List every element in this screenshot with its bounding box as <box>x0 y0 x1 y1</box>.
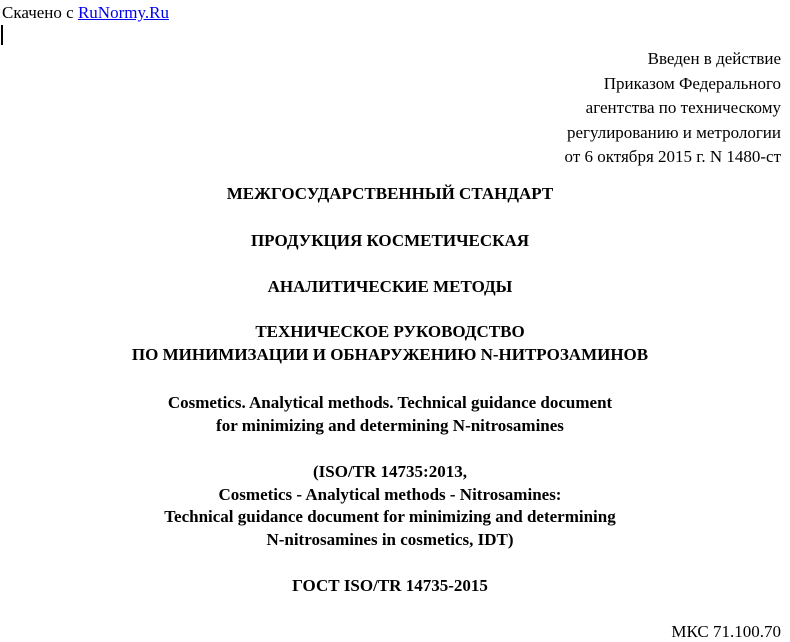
standard-type-heading <box>0 183 780 206</box>
standard-type-text: МЕЖГОСУДАРСТВЕННЫЙ СТАНДАРТ <box>226 184 554 203</box>
iso-reference-line: Technical guidance document for minimizing and determining <box>164 507 616 526</box>
product-text: ПРОДУКЦИЯ КОСМЕТИЧЕСКАЯ <box>250 231 530 250</box>
enactment-line: Введен в действие <box>647 49 781 68</box>
iso-reference-line: N-nitrosamines in cosmetics, IDT) <box>266 529 514 549</box>
methods-heading <box>0 276 780 299</box>
text-cursor <box>1 25 3 45</box>
guidance-heading <box>0 321 780 366</box>
english-title-line: Cosmetics. Analytical methods. Technical guidance document <box>167 393 613 412</box>
enactment-line: от 6 октября 2015 г. N 1480-ст <box>564 147 781 166</box>
english-title <box>0 392 780 437</box>
enactment-line: агентства по техническому <box>585 98 781 117</box>
classification-code: МКС 71.100.70 <box>671 622 781 641</box>
methods-text: АНАЛИТИЧЕСКИЕ МЕТОДЫ <box>267 277 513 296</box>
product-heading <box>0 230 780 253</box>
source-prefix: Скачено с <box>2 3 78 22</box>
guidance-line: ПО МИНИМИЗАЦИИ И ОБНАРУЖЕНИЮ N-НИТРОЗАМИНОВ <box>131 344 649 364</box>
english-title-line: for minimizing and determining N-nitrosamines <box>216 415 564 435</box>
iso-reference-line: (ISO/TR 14735:2013, <box>313 462 467 481</box>
standard-designation <box>0 575 780 598</box>
iso-reference <box>0 461 780 551</box>
source-link[interactable]: RuNormy.Ru <box>77 3 169 22</box>
iso-reference-line: Cosmetics - Analytical methods - Nitrosamines: <box>218 484 562 504</box>
guidance-line: ТЕХНИЧЕСКОЕ РУКОВОДСТВО <box>255 322 525 341</box>
enactment-line: регулированию и метрологии <box>566 122 781 142</box>
enactment-notice <box>565 47 781 170</box>
designation-text: ГОСТ ISO/TR 14735-2015 <box>292 576 488 595</box>
source-line <box>2 3 169 23</box>
enactment-line: Приказом Федерального <box>603 73 781 93</box>
